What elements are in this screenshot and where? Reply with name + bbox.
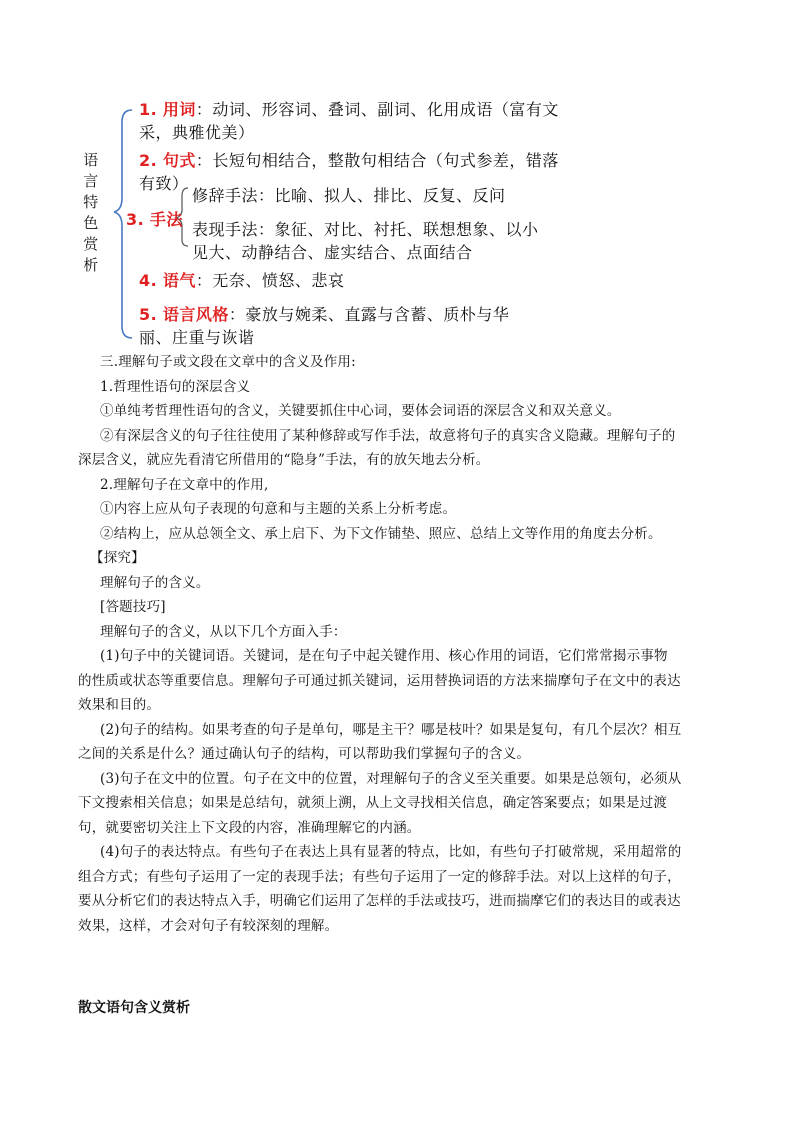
paragraph: ①内容上应从句子表现的句意和与主题的关系上分析考虑。 <box>100 501 457 517</box>
diagram-item-1 <box>139 97 559 120</box>
paragraph: (4)句子的表达特点。有些句子在表达上具有显著的特点，比如，有些句子打破常规，采用超常的 <box>100 844 682 860</box>
item-1-text: 动词、形容词、叠词、副词、化用成语（富有文 <box>212 100 559 119</box>
label-tips: [答题技巧] <box>100 599 166 615</box>
paragraph: 句，就要密切关注上下文段的内容，准确理解它的内涵。 <box>78 820 421 836</box>
item-3-sub-rhetoric: 修辞手法：比喻、拟人、排比、反复、反问 <box>192 186 506 205</box>
item-3-number: 3. <box>126 210 145 229</box>
paragraph: 之间的关系是什么？通过确认句子的结构，可以帮助我们掌握句子的含义。 <box>78 746 531 762</box>
item-4-title: 语气 <box>162 271 196 290</box>
item-1-sep: ： <box>195 100 213 119</box>
label-explore: 【探究】 <box>90 550 145 566</box>
item-3-title: 手法 <box>149 210 183 229</box>
paragraph: 下文搜索相关信息；如果是总结句，就须上溯，从上文寻找相关信息，确定答案要点；如果是过渡 <box>78 795 668 811</box>
paragraph: ①单纯考哲理性语句的含义，关键要抓住中心词，要体会词语的深层含义和双关意义。 <box>100 403 621 419</box>
paragraph: 深层含义，就应先看清它所借用的“隐身”手法，有的放矢地去分析。 <box>78 452 490 468</box>
diagram-item-4 <box>139 268 344 291</box>
item-1-text-cont: 采，典雅优美） <box>139 123 255 142</box>
diagram-item-3 <box>126 207 183 230</box>
paragraph: 效果，这样，才会对句子有较深刻的理解。 <box>78 918 339 934</box>
item-5-title: 语言风格 <box>162 305 229 324</box>
item-3-sub-expression: 表现手法：象征、对比、衬托、联想想象、以小 <box>192 220 539 239</box>
paragraph: 组合方式；有些句子运用了一定的表现手法；有些句子运用了一定的修辞手法。对以上这样的句子， <box>78 869 681 885</box>
paragraph: ②结构上，应从总领全文、承上启下、为下文作铺垫、照应、总结上文等作用的角度去分析。 <box>100 526 662 542</box>
subheading-1: 1.哲理性语句的深层含义 <box>100 379 251 395</box>
diagram-item-5 <box>139 302 509 325</box>
item-5-text-cont: 丽、庄重与诙谐 <box>139 328 255 347</box>
paragraph: (2)句子的结构。如果考查的句子是单句，哪是主干？哪是枝叶？如果是复句，有几个层次？相互 <box>100 722 682 738</box>
item-4-text: 无奈、愤怒、悲哀 <box>212 271 345 290</box>
diagram-side-label: 语言特色赏析 <box>83 151 99 274</box>
paragraph: ②有深层含义的句子往往使用了某种修辞或写作手法，故意将句子的真实含义隐藏。理解句子的 <box>100 428 676 444</box>
subheading-2: 2.理解句子在文章中的作用, <box>100 477 269 493</box>
item-5-sep: ： <box>228 305 246 324</box>
item-5-number: 5. <box>139 305 158 324</box>
paragraph: 要从分析它们的表达特点入手，明确它们运用了怎样的手法或技巧，进而揣摩它们的表达目的或表达 <box>78 893 681 909</box>
paragraph: 理解句子的含义。 <box>100 575 210 591</box>
paragraph: (1)句子中的关键词语。关键词，是在句子中起关键作用、核心作用的词语，它们常常揭示事物 <box>100 648 668 664</box>
diagram-item-2 <box>139 148 559 171</box>
paragraph: (3)句子在文中的位置。句子在文中的位置，对理解句子的含义至关重要。如果是总领句，必须从 <box>100 771 682 787</box>
section-heading-3: 三.理解句子或文段在文章中的含义及作用: <box>100 354 356 370</box>
item-2-sep: ： <box>195 151 213 170</box>
paragraph: 的性质或状态等重要信息。理解句子可通过抓关键词，运用替换词语的方法来揣摩句子在文中的表达 <box>78 673 681 689</box>
paragraph: 理解句子的含义，从以下几个方面入手： <box>100 624 347 640</box>
paragraph: 效果和目的。 <box>78 697 161 713</box>
item-2-text: 长短句相结合，整散句相结合（句式参差，错落 <box>212 151 559 170</box>
item-2-title: 句式 <box>162 151 196 170</box>
item-3-sub-expression-cont: 见大、动静结合、虚实结合、点面结合 <box>192 243 473 262</box>
item-2-text-cont: 有致） <box>139 174 189 193</box>
item-4-number: 4. <box>139 271 158 290</box>
section-title: 散文语句含义赏析 <box>78 1000 190 1016</box>
item-1-number: 1. <box>139 100 158 119</box>
item-5-text: 豪放与婉柔、直露与含蓄、质朴与华 <box>245 305 510 324</box>
item-4-sep: ： <box>195 271 213 290</box>
item-1-title: 用词 <box>162 100 196 119</box>
item-2-number: 2. <box>139 151 158 170</box>
